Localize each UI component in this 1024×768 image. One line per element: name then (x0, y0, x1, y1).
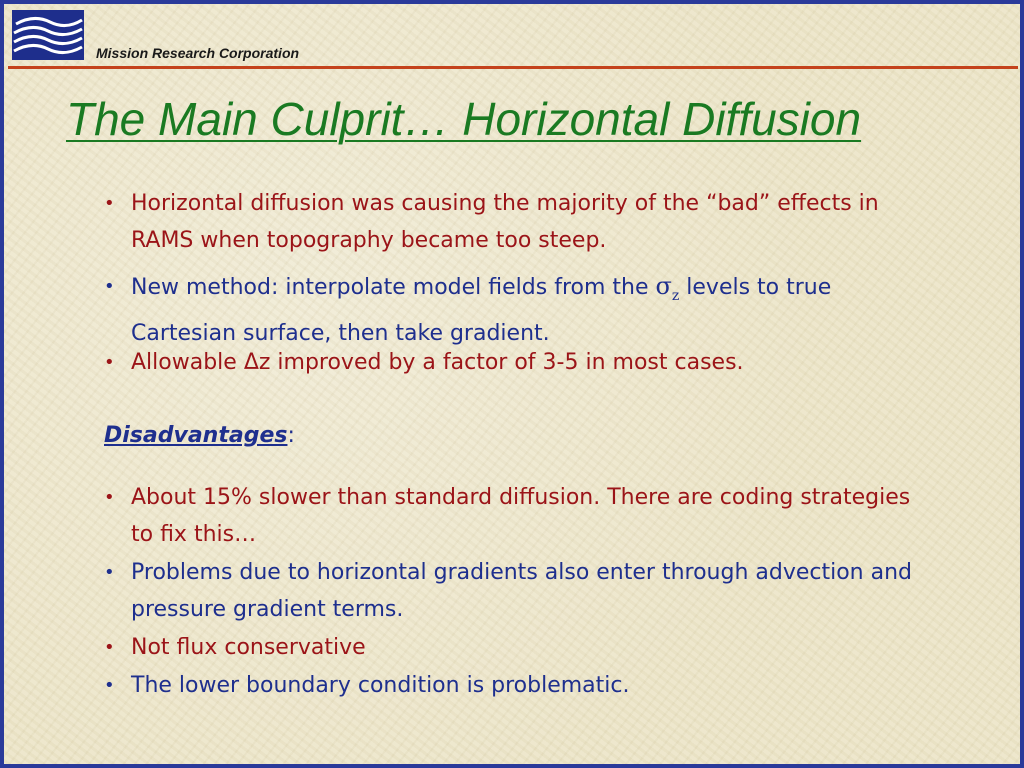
list-item (104, 344, 924, 381)
bullet-text-after: levels to true Cartesian surface, then take gradient. (131, 275, 832, 346)
disadvantages-heading (104, 417, 295, 454)
list-item (104, 185, 924, 259)
disadvantages-list (104, 479, 924, 705)
bullet-icon: • (104, 637, 115, 658)
bullet-text: Problems due to horizontal gradients also enter through advection and pressure gradient terms. (131, 560, 913, 622)
list-item (104, 629, 924, 666)
sigma-subscript: z (671, 287, 680, 304)
bullet-icon: • (104, 562, 115, 583)
bullet-list-3 (104, 344, 924, 381)
list-item (104, 268, 924, 352)
list-item (104, 554, 924, 628)
disadvantages-label: Disadvantages (104, 423, 288, 448)
org-name: Mission Research Corporation (96, 45, 300, 61)
bullet-icon: • (104, 352, 115, 373)
bullet-list-2 (104, 268, 924, 352)
waves-logo-icon (12, 10, 84, 60)
bullet-text: Horizontal diffusion was causing the majority of the “bad” effects in RAMS when topography became too steep. (131, 191, 879, 253)
list-item (104, 479, 924, 553)
bullet-icon: • (104, 487, 115, 508)
header-divider (8, 66, 1018, 69)
bullet-text: About 15% slower than standard diffusion. There are coding strategies to fix this… (131, 485, 911, 547)
bullet-text-before: New method: interpolate model fields from the (131, 275, 656, 300)
sigma-symbol: $\sigma_z$ (655, 272, 680, 304)
bullet-text: Allowable Δz improved by a factor of 3-5 in most cases. (131, 350, 744, 375)
bullet-text: Not flux conservative (131, 635, 366, 660)
bullet-text: The lower boundary condition is problematic. (131, 673, 630, 698)
slide-title: The Main Culprit… Horizontal Diffusion (66, 93, 862, 145)
bullet-icon: • (104, 193, 115, 214)
bullet-list-1 (104, 185, 924, 259)
list-item (104, 667, 924, 704)
bullet-icon: • (104, 276, 115, 297)
disadvantages-colon: : (287, 423, 295, 448)
bullet-icon: • (104, 675, 115, 696)
